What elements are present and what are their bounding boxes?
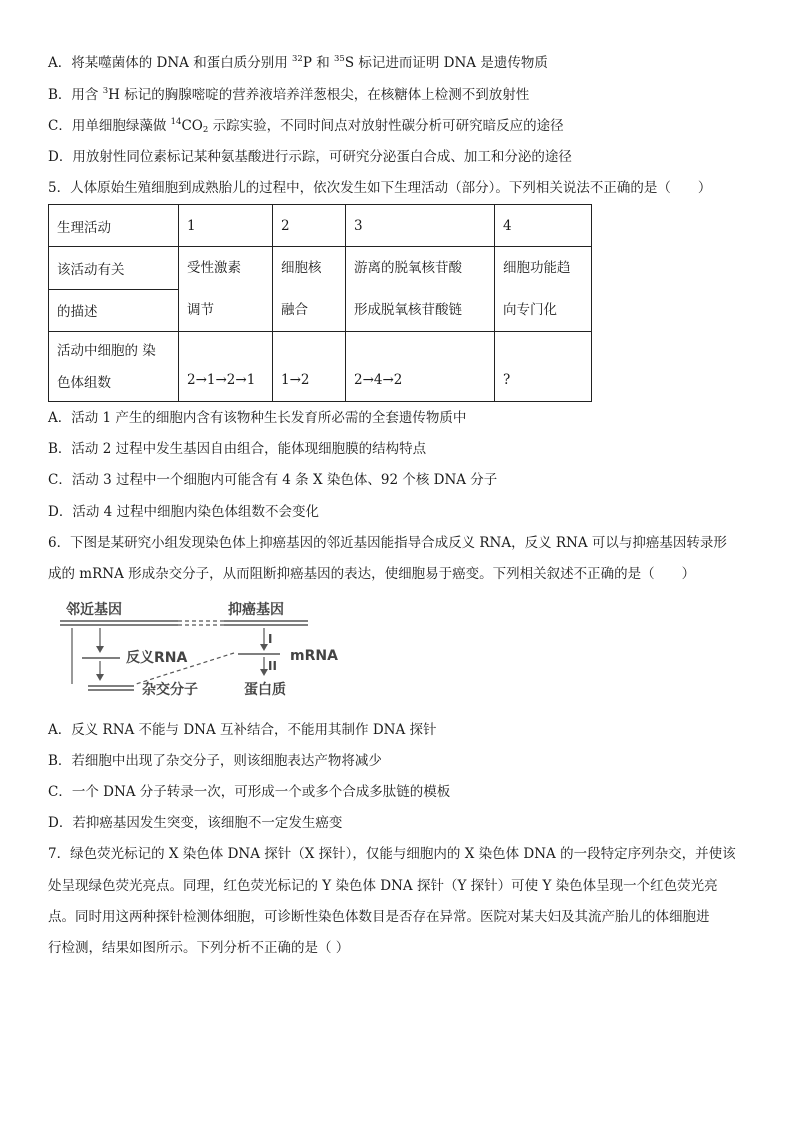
table-header-row: [49, 205, 592, 247]
table-row-label: 的描述: [49, 289, 179, 332]
tumor-suppressor-gene-label: 抑癌基因: [228, 602, 284, 618]
table-row-label: 该活动有关: [49, 247, 179, 290]
q6-option-a: A．反义 RNA 不能与 DNA 互补结合，不能用其制作 DNA 探针: [48, 722, 437, 738]
table-row: [49, 247, 592, 290]
q5-stem: 5．人体原始生殖细胞到成熟胎儿的过程中，依次发生如下生理活动（部分）。下列相关说法不正确的是（ ）: [48, 180, 712, 196]
q7-stem-line-1: 7．绿色荧光标记的 X 染色体 DNA 探针（X 探针），仅能与细胞内的 X 染色体 DNA 的一段特定序列杂交，并使该: [48, 846, 736, 862]
table-cell: 游离的脱氧核苷酸 形成脱氧核苷酸链: [346, 247, 495, 332]
q4-option-c: C．用单细胞绿藻做 $^{14}CO_2$ 示踪实验，不同时间点对放射性碳分析可研究暗反应的途径: [48, 117, 564, 135]
table-header-cell: 生理活动: [49, 205, 179, 247]
step-ii-label: II: [268, 659, 277, 673]
table-row: [49, 332, 592, 402]
arrowhead: [260, 669, 268, 676]
table-header-cell: 2: [273, 205, 346, 247]
table-row-label: 活动中细胞的 染 色体组数: [49, 332, 179, 402]
q7-stem-line-4: 行检测，结果如图所示。下列分析不正确的是（ ）: [48, 940, 350, 956]
q4-option-d: D．用放射性同位素标记某种氨基酸进行示踪，可研究分泌蛋白合成、加工和分泌的途径: [48, 149, 572, 165]
q5-option-d: D．活动 4 过程中细胞内染色体组数不会变化: [48, 504, 319, 520]
antisense-rna-label: 反义RNA: [126, 650, 188, 666]
q5-option-b: B．活动 2 过程中发生基因自由组合，能体现细胞膜的结构特点: [48, 441, 427, 457]
mrna-label: mRNA: [290, 648, 338, 664]
q4-option-a: A．将某噬菌体的 DNA 和蛋白质分别用 $^{32}$P 和 $^{35}$S 标记进而证明 DNA 是遗传物质: [48, 54, 548, 71]
q6-stem-line-2: 成的 mRNA 形成杂交分子，从而阻断抑癌基因的表达，使细胞易于癌变。下列相关叙述不正确的是（ ）: [48, 566, 696, 582]
step-i-label: I: [268, 632, 273, 646]
table-cell: 2→1→2→1: [179, 332, 273, 402]
table-cell: ?: [495, 332, 592, 402]
table-cell: 1→2: [273, 332, 346, 402]
table-cell: 2→4→2: [346, 332, 495, 402]
q6-option-b: B．若细胞中出现了杂交分子，则该细胞表达产物将减少: [48, 753, 382, 769]
q7-stem-line-3: 点。同时用这两种探针检测体细胞，可诊断性染色体数目是否存在异常。医院对某夫妇及其流产胎儿的体细胞进: [48, 909, 710, 925]
table-header-cell: 1: [179, 205, 273, 247]
table-header-cell: 4: [495, 205, 592, 247]
table-cell: 细胞核 融合: [273, 247, 346, 332]
arrowhead: [260, 644, 268, 651]
arrowhead: [96, 646, 104, 653]
q4-option-b: B．用含 $^3$H 标记的胸腺嘧啶的营养液培养洋葱根尖，在核糖体上检测不到放射性: [48, 86, 530, 103]
activity-table: [48, 204, 592, 402]
antisense-rna-diagram: [58, 598, 358, 708]
adjacent-gene-label: 邻近基因: [66, 602, 122, 618]
q5-option-c: C．活动 3 过程中一个细胞内可能含有 4 条 X 染色体、92 个核 DNA 分子: [48, 472, 498, 488]
q6-option-d: D．若抑癌基因发生突变，该细胞不一定发生癌变: [48, 815, 343, 831]
q6-option-c: C．一个 DNA 分子转录一次，可形成一个或多个合成多肽链的模板: [48, 784, 451, 800]
table-header-cell: 3: [346, 205, 495, 247]
table-cell: 受性激素 调节: [179, 247, 273, 332]
hybrid-label: 杂交分子: [142, 682, 198, 698]
table-cell: 细胞功能趋 向专门化: [495, 247, 592, 332]
q6-stem-line-1: 6．下图是某研究小组发现染色体上抑癌基因的邻近基因能指导合成反义 RNA，反义 RNA 可以与抑癌基因转录形: [48, 535, 727, 551]
q7-stem-line-2: 处呈现绿色荧光亮点。同理，红色荧光标记的 Y 染色体 DNA 探针（Y 探针）可使 Y 染色体呈现一个红色荧光亮: [48, 878, 718, 894]
protein-label: 蛋白质: [244, 682, 286, 698]
arrowhead: [96, 674, 104, 681]
q5-option-a: A．活动 1 产生的细胞内含有该物种生长发育所必需的全套遗传物质中: [48, 410, 467, 426]
